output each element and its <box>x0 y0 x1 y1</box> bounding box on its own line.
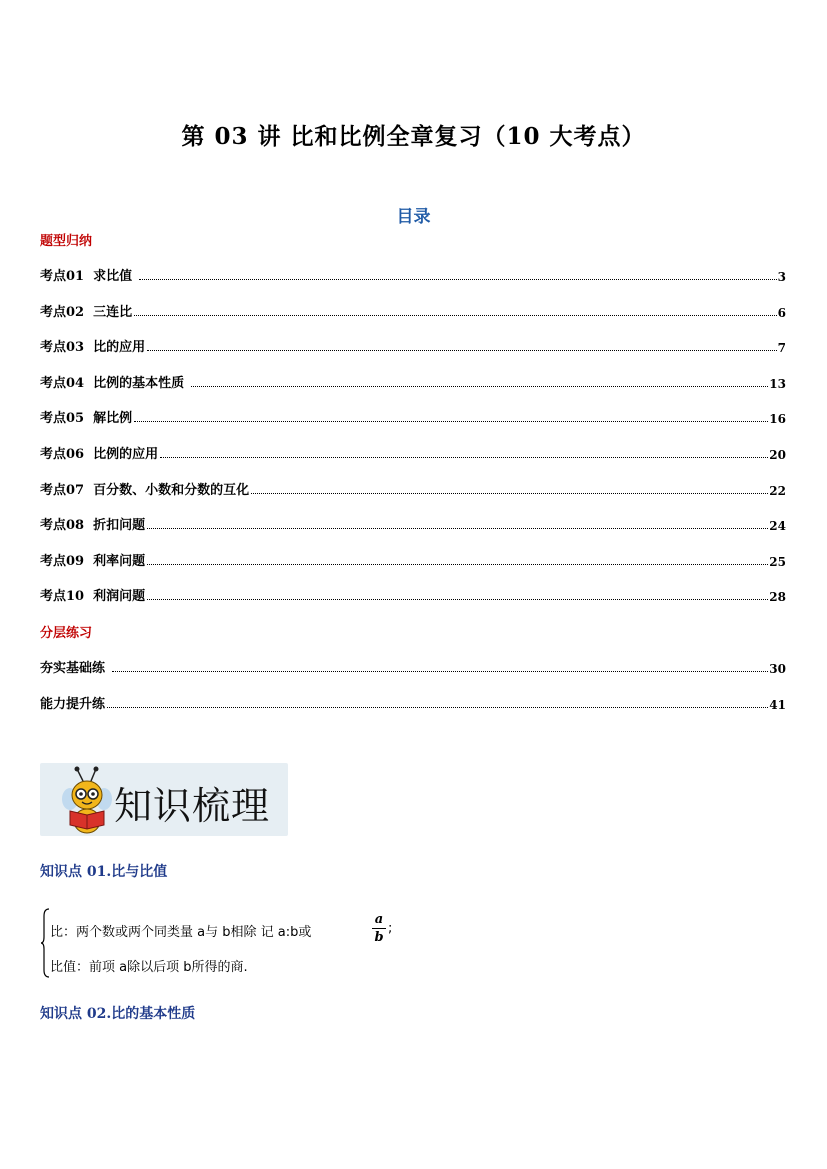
document-title: 第 03 讲 比和比例全章复习（10 大考点） <box>181 123 646 150</box>
toc-entry[interactable] <box>40 406 786 426</box>
toc-entry-page: 6 <box>777 306 786 320</box>
toc-entry-page: 3 <box>777 270 786 284</box>
toc-dot-leader <box>147 563 768 565</box>
toc-entry-label: 考点03 比的应用 <box>40 340 146 355</box>
toc-entry[interactable] <box>40 335 786 355</box>
definition-ratio-end: ; <box>388 921 393 936</box>
toc-entry-label: 考点04 比例的基本性质 <box>40 376 189 391</box>
toc-entry-label: 考点05 解比例 <box>40 411 133 426</box>
toc-dot-leader <box>147 527 768 529</box>
toc-entry-page: 25 <box>769 555 786 569</box>
curly-brace-icon <box>40 908 50 978</box>
toc-entry-page: 7 <box>777 341 786 355</box>
toc-dot-leader <box>107 706 768 708</box>
toc-entry-label: 考点09 利率问题 <box>40 554 146 569</box>
toc-entry[interactable] <box>40 300 786 320</box>
toc-dot-leader <box>134 420 768 422</box>
knowledge-banner <box>40 763 288 836</box>
toc-entry-label: 考点07 百分数、小数和分数的互化 <box>40 483 250 498</box>
fraction-bar <box>372 928 386 929</box>
toc-dot-leader <box>191 385 769 387</box>
fraction-numerator: a <box>374 912 384 927</box>
toc-dot-leader <box>147 349 776 351</box>
toc-entry-label: 夯实基础练 <box>40 661 110 676</box>
toc-section-question-types: 题型归纳 <box>40 234 93 249</box>
banner-text: 知识梳理 <box>114 784 271 828</box>
toc-entry-page: 13 <box>769 377 786 391</box>
toc-dot-leader <box>251 492 768 494</box>
toc-entry-page: 20 <box>769 448 786 462</box>
toc-dot-leader <box>112 670 769 672</box>
toc-entry-page: 41 <box>769 698 786 712</box>
definition-ratio-text: 比：两个数或两个同类量 a与 b相除 记 a:b或 <box>50 925 312 940</box>
toc-entry[interactable] <box>40 656 786 676</box>
toc-entry-label: 考点06 比例的应用 <box>40 447 159 462</box>
definition-ratio-value: 比值：前项 a除以后项 b所得的商. <box>50 960 248 975</box>
toc-section-practice: 分层练习 <box>40 626 93 641</box>
toc-entry-page: 30 <box>769 662 786 676</box>
toc-entry-label: 考点02 三连比 <box>40 305 133 320</box>
bee-reading-icon <box>56 765 118 837</box>
toc-dot-leader <box>160 456 768 458</box>
knowledge-point-02-title: 知识点 02.比的基本性质 <box>40 1006 196 1022</box>
toc-entry-label: 考点01 求比值 <box>40 269 137 284</box>
toc-dot-leader <box>139 278 777 280</box>
knowledge-point-01-title: 知识点 01.比与比值 <box>40 864 168 880</box>
toc-dot-leader <box>134 314 776 316</box>
toc-dot-leader <box>147 598 768 600</box>
toc-entry-page: 16 <box>769 412 786 426</box>
toc-entry-label: 考点08 折扣问题 <box>40 518 146 533</box>
toc-entry[interactable] <box>40 513 786 533</box>
toc-entry[interactable] <box>40 371 786 391</box>
toc-heading: 目录 <box>396 207 431 227</box>
toc-entry-page: 28 <box>769 590 786 604</box>
toc-entry[interactable] <box>40 584 786 604</box>
toc-entry[interactable] <box>40 478 786 498</box>
toc-entry-page: 24 <box>769 519 786 533</box>
toc-entry[interactable] <box>40 442 786 462</box>
fraction-denominator: b <box>374 930 384 945</box>
toc-entry[interactable] <box>40 549 786 569</box>
toc-entry[interactable] <box>40 264 786 284</box>
toc-entry[interactable] <box>40 692 786 712</box>
toc-entry-label: 能力提升练 <box>40 697 106 712</box>
toc-entry-label: 考点10 利润问题 <box>40 589 146 604</box>
fraction-a-over-b <box>372 912 386 945</box>
toc-entry-page: 22 <box>769 484 786 498</box>
definition-ratio <box>50 921 311 940</box>
